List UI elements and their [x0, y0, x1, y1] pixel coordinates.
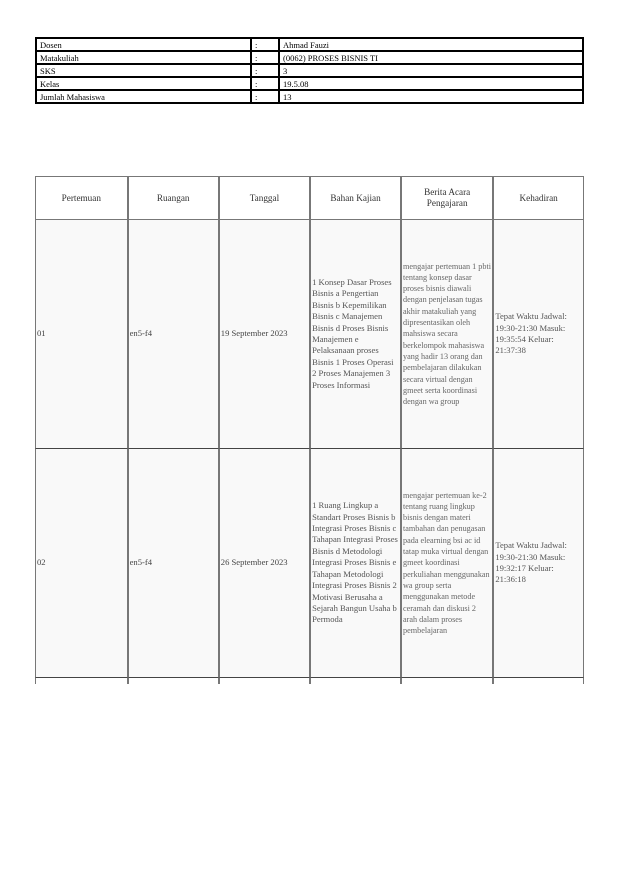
cell-kehadiran: Tepat Waktu Jadwal: 19:30-21:30 Masuk: 19:35:54 Keluar: 21:37:38	[493, 220, 584, 449]
info-label: Matakuliah	[36, 51, 251, 64]
cell-berita-acara: mengajar pertemuan 1 pbti tentang konsep dasar proses bisnis diawali dengan penjelasan tugas akhir matakuliah yang dipresentasikan oleh mahsiswa secara berkelompok mahasiswa yang hadir 13 orang dan pembelajaran dilakukan secara virtual dengan gmeet serta koordinasi dengan wa group	[401, 220, 493, 449]
cell-empty	[219, 678, 310, 684]
table-row-continued	[35, 678, 584, 684]
cell-pertemuan: 02	[35, 449, 128, 678]
cell-tanggal: 26 September 2023	[219, 449, 310, 678]
cell-empty	[310, 678, 401, 684]
header-ruangan: Ruangan	[128, 176, 219, 220]
info-label: Jumlah Mahasiswa	[36, 90, 251, 103]
cell-kehadiran: Tepat Waktu Jadwal: 19:30-21:30 Masuk: 19:32:17 Keluar: 21:36:18	[493, 449, 584, 678]
info-row-dosen	[36, 38, 583, 51]
info-value: Ahmad Fauzi	[279, 38, 583, 51]
info-label: Dosen	[36, 38, 251, 51]
info-value: 19.5.08	[279, 77, 583, 90]
header-pertemuan: Pertemuan	[35, 176, 128, 220]
info-row-matakuliah	[36, 51, 583, 64]
schedule-header-row	[35, 176, 584, 220]
info-separator: :	[251, 38, 279, 51]
info-row-kelas	[36, 77, 583, 90]
cell-empty	[493, 678, 584, 684]
cell-bahan-kajian: 1 Konsep Dasar Proses Bisnis a Pengertian Bisnis b Kepemilikan Bisnis c Manajemen Bisnis d Proses Bisnis Manajemen e Pelaksanaan proses Bisnis 1 Proses Operasi 2 Proses Manajemen 3 Proses Informasi	[310, 220, 401, 449]
cell-tanggal: 19 September 2023	[219, 220, 310, 449]
header-bahan-kajian: Bahan Kajian	[310, 176, 401, 220]
cell-bahan-kajian: 1 Ruang Lingkup a Standart Proses Bisnis b Integrasi Proses Bisnis c Tahapan Integrasi Proses Bisnis d Metodologi Integrasi Proses Bisnis e Tahapan Metodologi Integrasi Proses Bisnis 2 Motivasi Berusaha a Sejarah Bangun Usaha b Permoda	[310, 449, 401, 678]
table-row	[35, 449, 584, 678]
cell-berita-acara: mengajar pertemuan ke-2 tentang ruang lingkup bisnis dengan materi tambahan dan penugasan pada elearning bsi ac id tatap muka virtual dengan gmeet koordinasi perkuliahan menggunakan wa group serta menggunakan metode ceramah dan diskusi 2 arah dalam proses pembelajaran	[401, 449, 493, 678]
info-value: (0062) PROSES BISNIS TI	[279, 51, 583, 64]
info-separator: :	[251, 64, 279, 77]
cell-empty	[128, 678, 219, 684]
info-label: Kelas	[36, 77, 251, 90]
header-kehadiran: Kehadiran	[493, 176, 584, 220]
info-separator: :	[251, 90, 279, 103]
info-separator: :	[251, 77, 279, 90]
course-info-table	[35, 37, 584, 104]
cell-pertemuan: 01	[35, 220, 128, 449]
header-tanggal: Tanggal	[219, 176, 310, 220]
cell-empty	[35, 678, 128, 684]
schedule-table	[35, 176, 584, 684]
info-value: 3	[279, 64, 583, 77]
header-berita-acara: Berita Acara Pengajaran	[401, 176, 493, 220]
cell-empty	[401, 678, 493, 684]
cell-ruangan: en5-f4	[128, 449, 219, 678]
info-row-sks	[36, 64, 583, 77]
cell-ruangan: en5-f4	[128, 220, 219, 449]
info-value: 13	[279, 90, 583, 103]
table-row	[35, 220, 584, 449]
info-separator: :	[251, 51, 279, 64]
info-label: SKS	[36, 64, 251, 77]
info-row-jumlah-mahasiswa	[36, 90, 583, 103]
